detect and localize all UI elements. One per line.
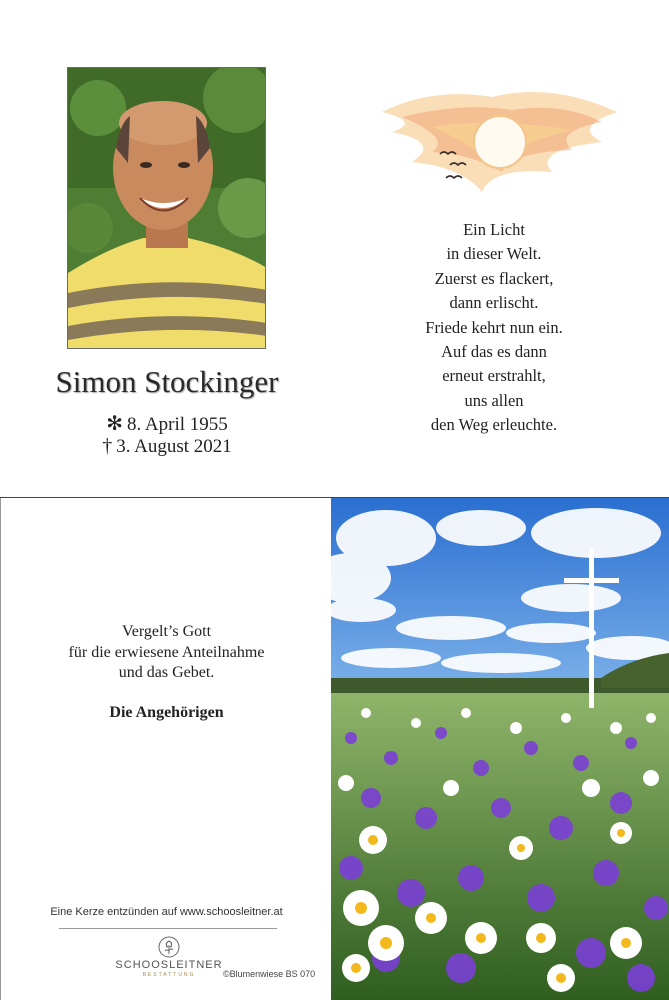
thanks-line: für die erwiesene Anteilnahme [68, 643, 265, 661]
poem-line: den Weg erleuchte. [430, 415, 558, 435]
image-credit: ©Blumenwiese BS 070 [223, 969, 316, 979]
logo-name: SCHOOSLEITNER [115, 959, 223, 971]
card-back [0, 497, 669, 1000]
signature: Die Angehörigen [109, 704, 224, 721]
portrait-photo [67, 67, 266, 349]
poem-line: Ein Licht [463, 220, 525, 239]
birth-date: 8. April 1955 [126, 414, 228, 435]
meadow-illustration [331, 498, 669, 1000]
poem-line: uns allen [464, 390, 524, 410]
poem [334, 218, 654, 438]
poem-line: Zuerst es flackert, [434, 268, 554, 288]
rose-logo-icon [158, 936, 180, 958]
logo-subtitle: BESTATTUNG [142, 972, 196, 978]
candle-link-text[interactable]: Eine Kerze entzünden auf www.schoosleitner.at [50, 906, 283, 918]
thanks-line: Vergelt’s Gott [121, 623, 212, 640]
flower-meadow-image [331, 498, 669, 1000]
poem-line: Auf das es dann [441, 342, 547, 362]
portrait-illustration [68, 68, 266, 349]
poem-line: in dieser Welt. [446, 244, 542, 264]
poem-line: erneut erstrahlt, [442, 366, 546, 386]
thanks-panel [0, 498, 331, 1000]
sunset-watercolor-icon [372, 72, 630, 218]
thanks-text [1, 622, 332, 684]
death-dagger-icon: † [102, 435, 113, 457]
birth-date-line [0, 411, 334, 436]
card-front [0, 0, 669, 497]
thanks-line: und das Gebet. [118, 664, 215, 681]
divider [59, 928, 277, 929]
poem-line: Friede kehrt nun ein. [425, 317, 563, 337]
poem-line: dann erlischt. [449, 293, 539, 313]
death-date-line [0, 435, 334, 458]
deceased-name: Simon Stockinger [55, 364, 279, 399]
death-date: 3. August 2021 [116, 436, 232, 457]
birth-star-icon: ✻ [106, 413, 123, 435]
